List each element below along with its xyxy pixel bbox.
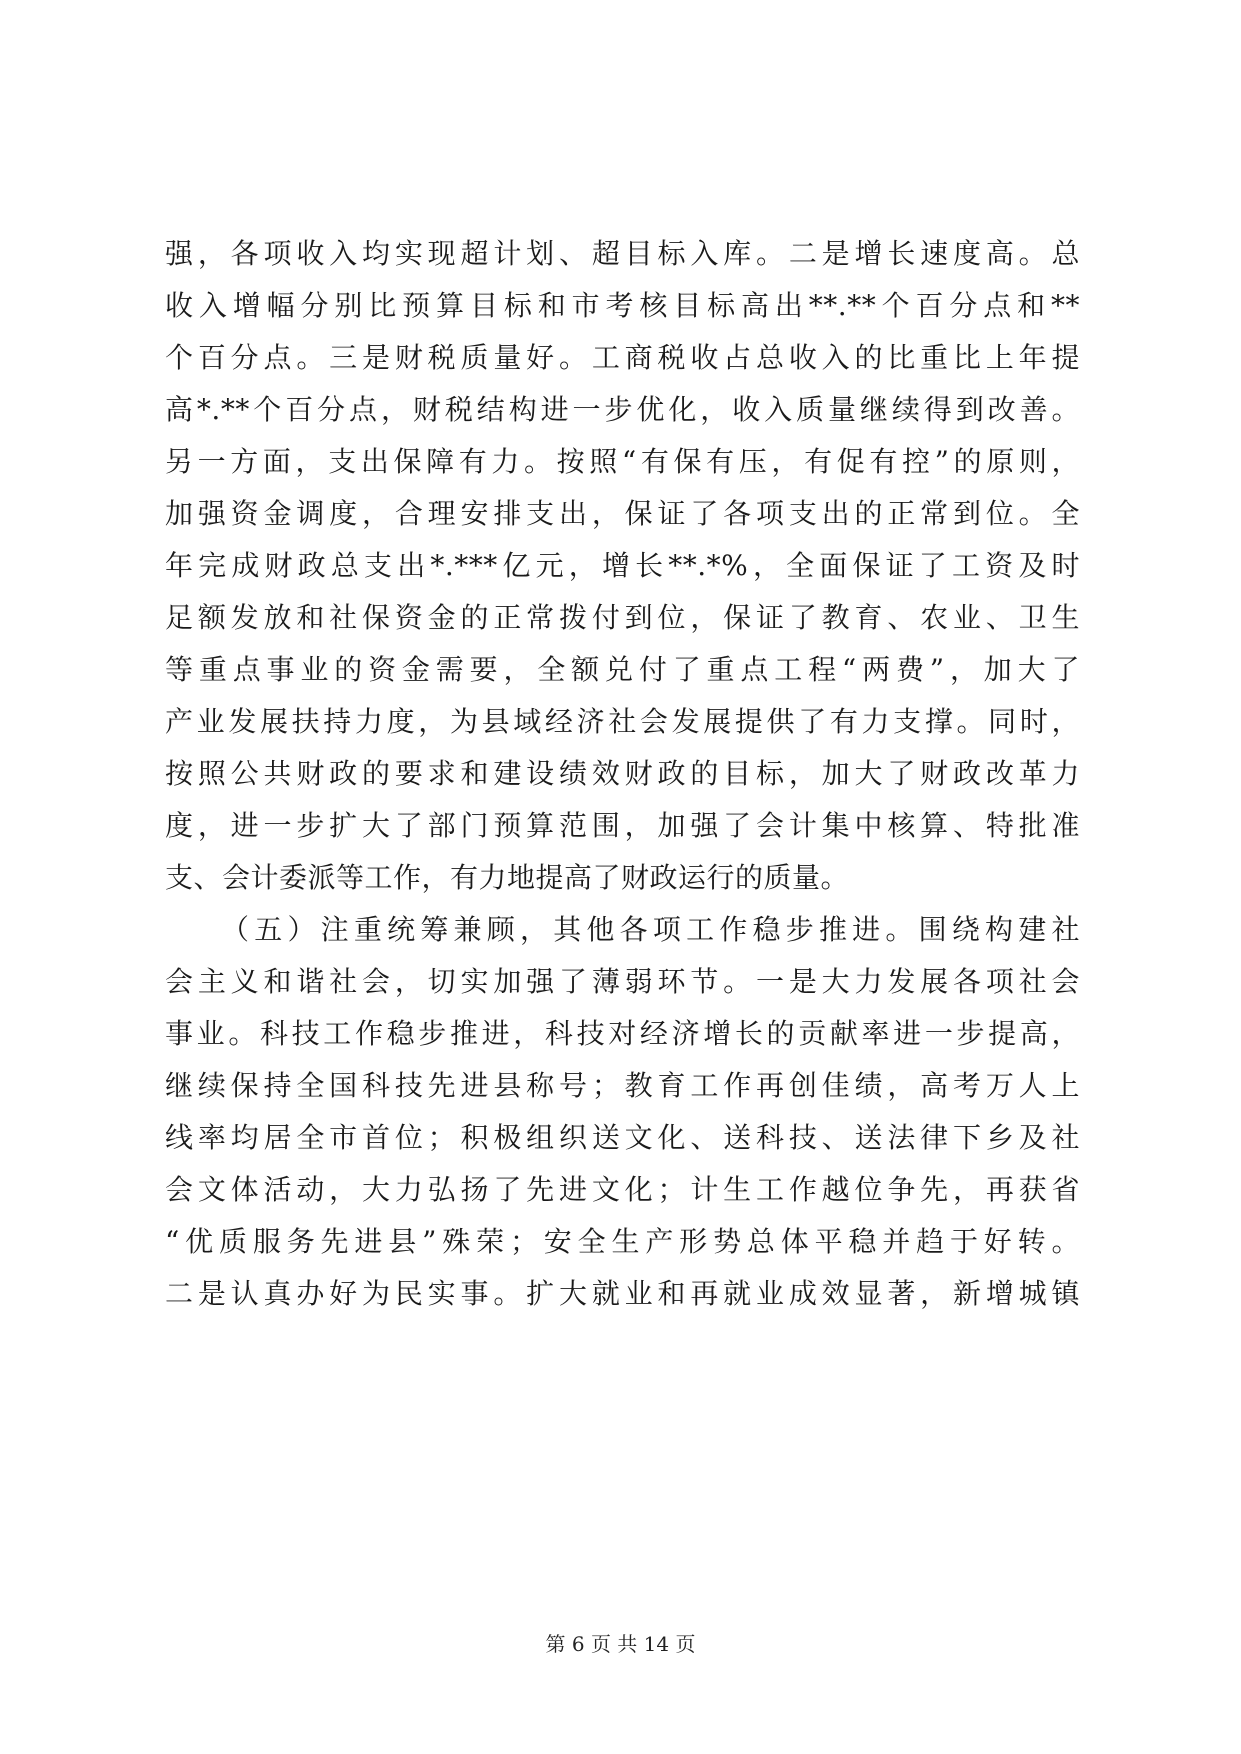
text-line: 强，各项收入均实现超计划、超目标入库。二是增长速度高。总	[165, 237, 1080, 270]
text-line: 度，进一步扩大了部门预算范围，加强了会计集中核算、特批准	[165, 809, 1080, 842]
text-line: “优质服务先进县”殊荣；安全生产形势总体平稳并趋于好转。	[165, 1225, 1080, 1258]
text-line: 年完成财政总支出*.***亿元，增长**.*%，全面保证了工资及时	[165, 549, 1080, 582]
text-line: 继续保持全国科技先进县称号；教育工作再创佳绩，高考万人上	[165, 1069, 1080, 1102]
body-text	[165, 228, 1080, 1320]
text-line: 加强资金调度，合理安排支出，保证了各项支出的正常到位。全	[165, 497, 1080, 530]
text-line: 线率均居全市首位；积极组织送文化、送科技、送法律下乡及社	[165, 1121, 1080, 1154]
text-line: 收入增幅分别比预算目标和市考核目标高出**.**个百分点和**	[165, 289, 1080, 322]
page-number-footer: 第 6 页 共 14 页	[545, 1632, 696, 1656]
text-line: 个百分点。三是财税质量好。工商税收占总收入的比重比上年提	[165, 341, 1080, 374]
text-line: 高*.**个百分点，财税结构进一步优化，收入质量继续得到改善。	[165, 393, 1080, 426]
text-line: 另一方面，支出保障有力。按照“有保有压，有促有控”的原则，	[165, 445, 1080, 478]
text-line: 等重点事业的资金需要，全额兑付了重点工程“两费”，加大了	[165, 653, 1080, 686]
text-line: 事业。科技工作稳步推进，科技对经济增长的贡献率进一步提高，	[165, 1017, 1080, 1050]
text-line: 支、会计委派等工作，有力地提高了财政运行的质量。	[165, 861, 850, 894]
text-line: 按照公共财政的要求和建设绩效财政的目标，加大了财政改革力	[165, 757, 1080, 790]
text-line: 会主义和谐社会，切实加强了薄弱环节。一是大力发展各项社会	[165, 965, 1080, 998]
text-line: 会文体活动，大力弘扬了先进文化；计生工作越位争先，再获省	[165, 1173, 1080, 1206]
text-line: 产业发展扶持力度，为县域经济社会发展提供了有力支撑。同时，	[165, 705, 1080, 738]
text-line: 二是认真办好为民实事。扩大就业和再就业成效显著，新增城镇	[165, 1277, 1080, 1310]
paragraph-start-line: （五）注重统筹兼顾，其他各项工作稳步推进。围绕构建社	[221, 913, 1080, 946]
text-line: 足额发放和社保资金的正常拨付到位，保证了教育、农业、卫生	[165, 601, 1080, 634]
